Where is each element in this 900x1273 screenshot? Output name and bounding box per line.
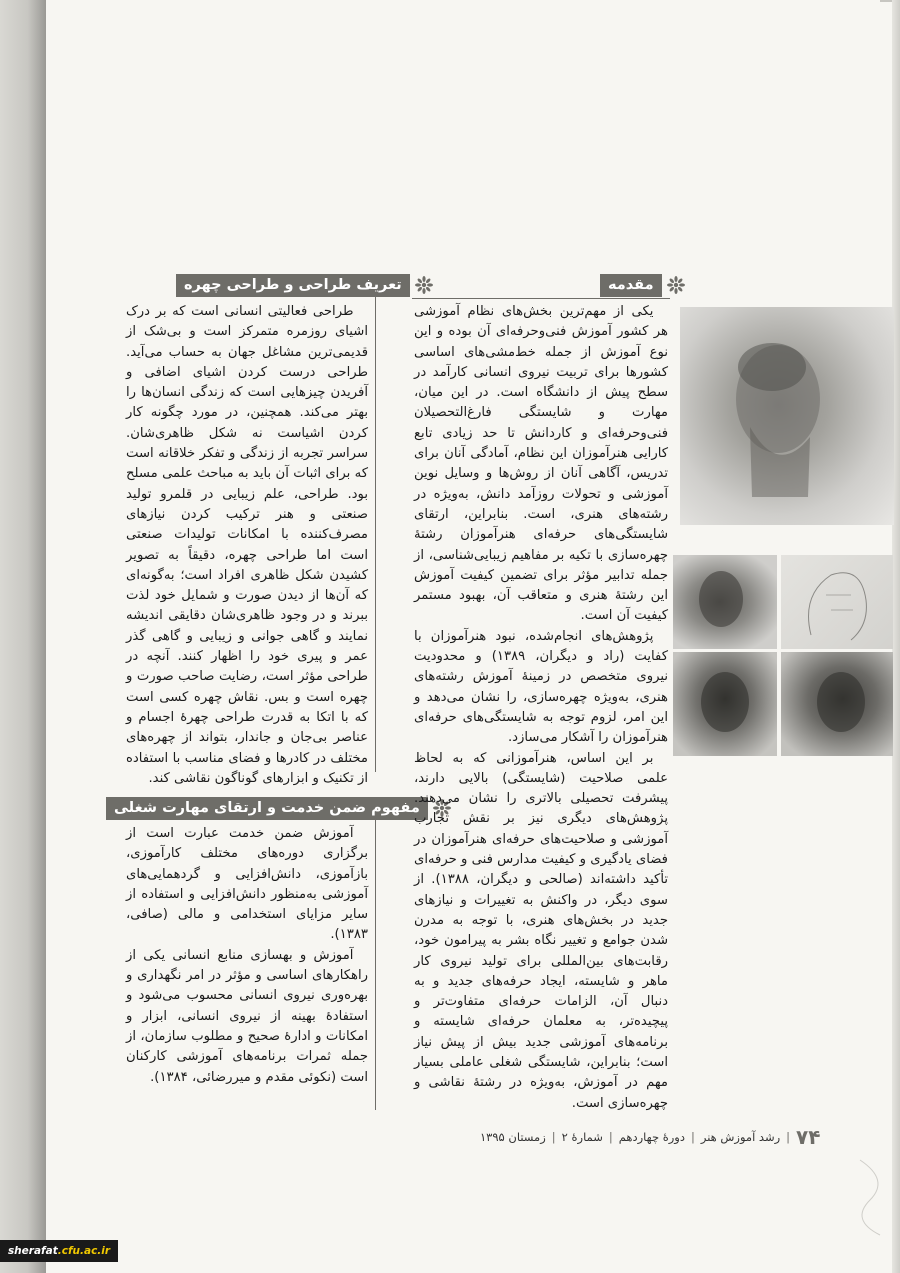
- section-heading-intro: [600, 273, 688, 297]
- portrait-sketch-1: [673, 555, 777, 649]
- watermark-domain: .cfu.ac.ir: [57, 1245, 111, 1257]
- volume: دورهٔ چهاردهم: [618, 1130, 685, 1144]
- paragraph: بر این اساس، هنرآموزانی که به لحاظ علمی صلاحیت (شایستگی) بالایی دارند، پیشرفت تحصیلی بالاتری را نشان می‌دهند. پژوهش‌های دیگری نیز بر نقش تجارب آموزشی و صلاحیت‌های حرفه‌ای هنرآموزان در فضای یادگیری و کیفیت مدارس فنی و حرفه‌ای تأکید داشته‌اند (صالحی و دیگران، ۱۳۸۸). از سوی دیگر، در واکنش به تغییرات و نیازهای جدید در بخش‌های هنری، با توجه به مدرن شدن جوامع و تغییر نگاه بشر به پیرامون خود، رقابت‌های بین‌المللی برای تولید نیروی کار ماهر و شایسته، ایجاد حرفه‌های جدید و به دنبال آن، الزامات حرفه‌ای متفاوت‌تر و پیچیده‌تر، به معلمان حرفه‌ای شایسته و برنامه‌های آموزشی جدید بیش از پیش نیاز است؛ بنابراین، شایستگی شغلی عاملی بسیار مهم در آموزش، به‌ویژه در رشتهٔ نقاشی و چهره‌سازی است.: [414, 750, 669, 1111]
- intro-text-column: [414, 302, 668, 1114]
- portrait-outline-sketch: [781, 555, 893, 649]
- portrait-sketch-4: [781, 652, 893, 756]
- paragraph: آموزش ضمن خدمت عبارت است از برگزاری دوره‌های مختلف کارآموزی، بازآموزی، دانش‌افزایی و گردهمایی‌های آموزشی به‌منظور دانش‌افزایی و استفاده از سایر مزایای استخدامی و مالی (صافی، ۱۳۸۳).: [126, 826, 368, 943]
- paragraph: طراحی فعالیتی انسانی است که بر درک اشیای روزمره متمرکز است و بی‌شک از قدیمی‌ترین مشاغل جهان به حساب می‌آید. طراحی درست کردن اشیای اضافی و آفریدن چیزهایی است که زندگی انسان‌ها را بهتر می‌کند. همچنین، در مورد چگونه کار کردن اشیاست نه شکل ظاهری‌شان. سراسر تجربه از زندگی و تفکر خلاقانه است که برای اثبات آن باید به مباحث علمی مسلح بود. طراحی، علم زیبایی در قلمرو تولید صنعتی و هنر ترکیب کردن نیازهای مصرف‌کننده با امکانات تولیدات صنعتی است اما طراحی چهره، دقیقاً به تصویر کشیدن شکل ظاهری افراد است؛ به‌گونه‌ای که آن‌ها از دیدن صورت و شمایل خود لذت ببرند و در وجود ظاهری‌شان دقایقی اندیشه نمایند و گاهی جوانی و زیبایی و گاهی گذر عمر و پیری خود را اظهار کنند. آنچه در طراحی مؤثر است، رضایت صاحب صورت و چهره است و بس. نقاش چهره کسی است که با اتکا به قدرت طراحی چهرهٔ اجسام و عناصر بی‌جان و جاندار، بتواند از چهره‌های مختلف در کادرها و فضای مناسب با استفاده از تکنیک و ابزارهای گوناگون نقاشی کند.: [126, 304, 368, 786]
- pencil-scribble: [840, 1150, 900, 1240]
- site-watermark: [0, 1240, 118, 1262]
- issue: شمارهٔ ۲: [561, 1130, 603, 1144]
- page-number: ۷۴: [796, 1125, 821, 1149]
- heading-label: تعریف طراحی و طراحی چهره: [176, 274, 410, 297]
- divider: [375, 820, 376, 1110]
- flower-ornament-icon: [664, 273, 688, 297]
- season: زمستان ۱۳۹۵: [480, 1130, 546, 1144]
- separator: |: [786, 1130, 791, 1144]
- separator: |: [690, 1130, 695, 1144]
- watermark-prefix: sherafat: [7, 1245, 58, 1257]
- paragraph: پژوهش‌های انجام‌شده، نبود هنرآموزان با کفایت (راد و دیگران، ۱۳۸۹) و محدودیت نیروی متخصص در زمینهٔ آموزش رشته‌های هنری، به‌ویژه چهره‌سازی، را نشان می‌دهد و این امر، لزوم توجه به شایستگی‌های حرفه‌ای هنرآموزان را آشکار می‌سازد.: [414, 628, 669, 746]
- page-spine-shadow: [0, 0, 46, 1273]
- page-edge: [892, 0, 900, 1273]
- section-heading-definition: [176, 273, 436, 297]
- paragraph: آموزش و بهسازی منابع انسانی یکی از راهکارهای اساسی و مؤثر در امر نگهداری و بهره‌وری نیروی انسانی محسوب می‌شود و استفادهٔ بهینه از نیروی انسانی، ابزار و امکانات و ادارهٔ صحیح و مطلوب سازمان، از جمله ثمرات برنامه‌های آموزشی کارکنان است (نکوئی مقدم و میررضائی، ۱۳۸۴).: [126, 947, 368, 1085]
- page-footer: [480, 1125, 820, 1149]
- magazine-name: رشد آموزش هنر: [700, 1130, 781, 1144]
- definition-text-column: [126, 302, 368, 789]
- divider: [412, 298, 670, 299]
- portrait-drawing-main: [680, 307, 894, 525]
- heading-label: مقدمه: [600, 274, 662, 297]
- separator: |: [608, 1130, 613, 1144]
- service-text-column: [126, 824, 368, 1088]
- crop-mark: [880, 0, 892, 10]
- divider: [375, 296, 376, 772]
- heading-label: مفهوم ضمن خدمت و ارتقای مهارت شغلی: [106, 797, 428, 820]
- paragraph: یکی از مهم‌ترین بخش‌های نظام آموزشی هر کشور آموزش فنی‌وحرفه‌ای آن بوده و این نوع آموزش از جمله خط‌مشی‌های اساسی کشورها برای تربیت نیروی انسانی کارآمد در سطح پیش از دانشگاه است. در این میان، مهارت و شایستگی فارغ‌التحصیلان فنی‌وحرفه‌ای و کاردانش تا حد زیادی تابع کارایی هنرآموزان این نظام، آمادگی آنان برای تدریس، آگاهی آنان از روش‌ها و وسایل نوین آموزشی و تحولات روزآمد دانش، به‌ویژه در رشته‌های هنری، است. بنابراین، ارتقای شایستگی‌های حرفه‌ای هنرآموزان رشتهٔ چهره‌سازی با تکیه بر مفاهیم زیبایی‌شناسی، از جمله تدابیر مؤثر برای تضمین کیفیت آموزش این رشتهٔ هنری و متعاقب آن، بهبود مستمر کیفیت آن است.: [414, 304, 668, 624]
- portrait-sketch-3: [673, 652, 777, 756]
- flower-ornament-icon: [412, 273, 436, 297]
- separator: |: [551, 1130, 556, 1144]
- section-heading-service: [106, 796, 454, 820]
